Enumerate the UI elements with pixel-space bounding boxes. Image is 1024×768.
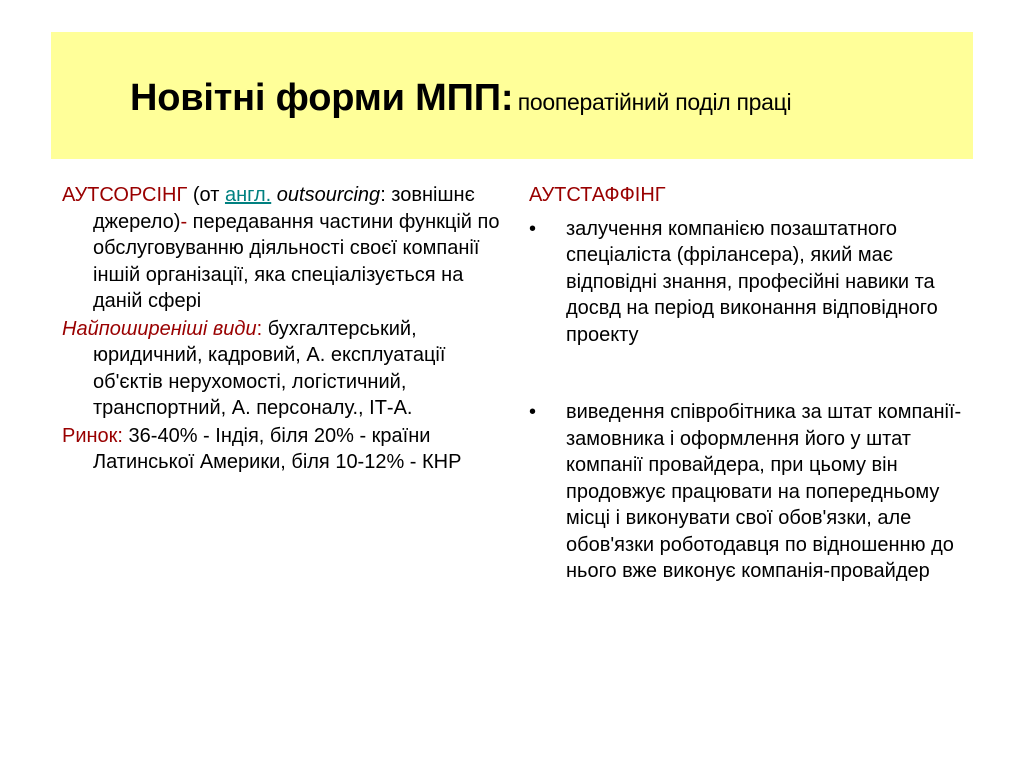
- bullet-text: залучення компанією позаштатного спеціаліста (фрілансера), який має відповідні знання, професійні навики та досвд на період виконання відповідного проекту: [566, 217, 938, 346]
- title-main: Новітні форми МПП:: [130, 77, 514, 119]
- types-text: бухгалтерський, юридичний, кадровий, А. експлуатації об'єктів нерухомості, логістичний, транспортний, А. персоналу., ІТ-А.: [93, 317, 446, 419]
- market-paragraph: [62, 423, 502, 476]
- outstaffing-heading: АУТСТАФФІНГ: [529, 184, 666, 206]
- outsourcing-term: АУТСОРСІНГ: [62, 184, 188, 206]
- market-text: 36-40% - Індія, біля 20% - країни Латинської Америки, біля 10-12% - КНР: [93, 424, 462, 473]
- outsourcing-paren-open: (от: [187, 184, 225, 206]
- types-paragraph: [62, 316, 502, 422]
- outsourcing-paragraph: [62, 182, 502, 315]
- outstaffing-bullet-item: [529, 399, 969, 585]
- slide-title: [130, 79, 791, 117]
- right-column: [529, 182, 969, 585]
- title-subtitle: пооператійний поділ праці: [517, 89, 792, 115]
- english-lang-link[interactable]: англ.: [224, 184, 272, 206]
- outsourcing-dash: -: [180, 210, 188, 233]
- bullet-dot-icon: •: [529, 217, 537, 240]
- outsourcing-definition-part1: : зовнішнє джерело): [93, 184, 475, 233]
- bullet-text: виведення співробітника за штат компанії-замовника і оформлення його у штат компанії провайдера, при цьому він продовжує працювати на попередньому місці і виконувати свої обов'язки, але обов'язки роботодавця по відношенню до нього вже виконує компанія-провайдер: [566, 401, 962, 582]
- types-colon: :: [256, 317, 263, 340]
- bullet-dot-icon: •: [529, 401, 537, 423]
- outsourcing-word: outsourcing: [271, 184, 381, 206]
- outstaffing-bullet-item: [529, 216, 969, 349]
- types-label: Найпоширеніші види: [62, 317, 257, 340]
- outsourcing-definition-part2: передавання частини функцій по обслуговуванню діяльності своєї компанії іншій організації, яка спеціалізується на даній сфері: [93, 210, 500, 312]
- market-label: Ринок:: [62, 424, 123, 447]
- left-column: [62, 182, 502, 477]
